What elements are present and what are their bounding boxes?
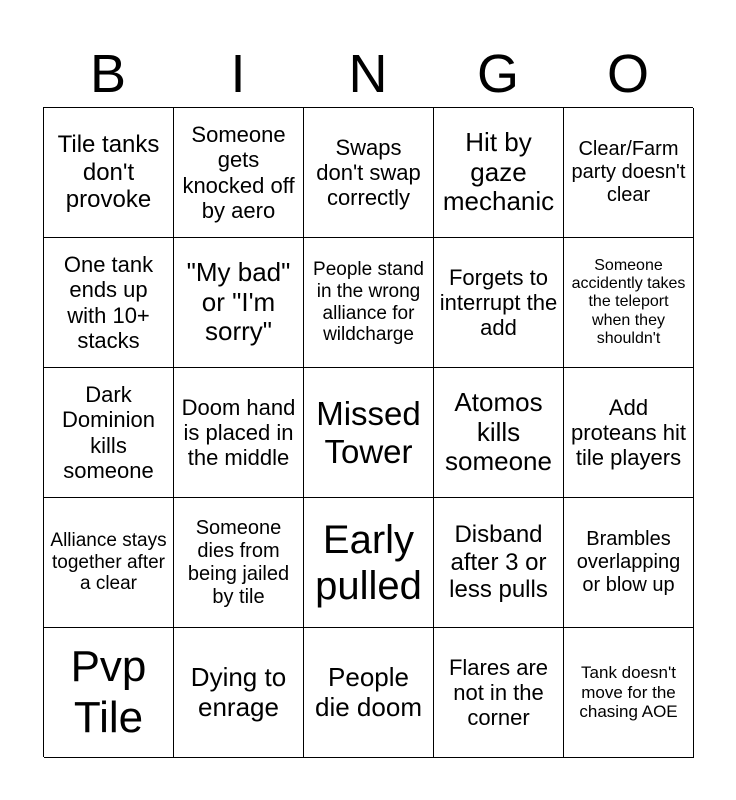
bingo-cell[interactable]: [564, 238, 694, 368]
bingo-cell[interactable]: [304, 628, 434, 758]
cell-text: Tile tanks don't provoke: [57, 131, 160, 214]
cell-text: "My bad" or "I'm sorry": [186, 256, 291, 347]
bingo-cell[interactable]: [44, 368, 174, 498]
bingo-cell[interactable]: [434, 628, 564, 758]
bingo-cell[interactable]: [434, 368, 564, 498]
cell-text: Disband after 3 or less pulls: [449, 521, 548, 604]
bingo-cell[interactable]: [174, 498, 304, 628]
cell-text: Add proteans hit tile players: [571, 394, 686, 471]
bingo-cell[interactable]: [174, 108, 304, 238]
bingo-cell[interactable]: [434, 498, 564, 628]
cell-text: One tank ends up with 10+ stacks: [63, 251, 154, 353]
bingo-cell[interactable]: [174, 238, 304, 368]
bingo-header: [43, 40, 693, 108]
bingo-cell[interactable]: [564, 368, 694, 498]
cell-text: Dark Dominion kills someone: [62, 381, 155, 483]
cell-text: Forgets to interrupt the add: [439, 264, 558, 341]
bingo-cell[interactable]: [434, 238, 564, 368]
cell-text: People die doom: [315, 661, 422, 722]
cell-text: Atomos kills someone: [445, 386, 552, 477]
bingo-cell[interactable]: [304, 368, 434, 498]
bingo-cell[interactable]: [564, 628, 694, 758]
bingo-cell[interactable]: [564, 108, 694, 238]
header-letter-n: N: [348, 44, 388, 104]
cell-text: Clear/Farm party doesn't clear: [571, 138, 686, 206]
bingo-cell[interactable]: [304, 108, 434, 238]
cell-text: People stand in the wrong alliance for wildcharge: [313, 258, 424, 346]
bingo-cell[interactable]: [304, 238, 434, 368]
header-letter-i: I: [230, 44, 246, 104]
cell-text: Swaps don't swap correctly: [316, 134, 421, 211]
header-letter-b: B: [89, 44, 127, 104]
cell-text: Pvp Tile: [70, 641, 147, 742]
header-letter-g: G: [476, 44, 519, 104]
cell-text: Someone accidently takes the teleport when they shouldn't: [571, 256, 686, 348]
cell-text: Early pulled: [315, 517, 422, 608]
cell-text: Doom hand is placed in the middle: [181, 394, 296, 471]
cell-text: Brambles overlapping or blow up: [576, 528, 681, 596]
header-letter-o: O: [606, 44, 649, 104]
cell-text: Missed Tower: [316, 394, 421, 470]
bingo-cell[interactable]: [564, 498, 694, 628]
cell-text: Tank doesn't move for the chasing AOE: [579, 663, 678, 722]
bingo-cell[interactable]: [174, 368, 304, 498]
bingo-cell[interactable]: [44, 628, 174, 758]
bingo-cell[interactable]: [434, 108, 564, 238]
bingo-cell[interactable]: [174, 628, 304, 758]
cell-text: Hit by gaze mechanic: [442, 126, 555, 217]
bingo-cell[interactable]: [44, 238, 174, 368]
cell-text: Someone gets knocked off by aero: [182, 121, 295, 223]
cell-text: Alliance stays together after a clear: [50, 529, 167, 595]
bingo-cell[interactable]: [44, 498, 174, 628]
bingo-cell[interactable]: [304, 498, 434, 628]
cell-text: Dying to enrage: [190, 661, 287, 722]
bingo-board: [43, 107, 693, 757]
cell-text: Flares are not in the corner: [448, 654, 549, 731]
cell-text: Someone dies from being jailed by tile: [187, 516, 290, 608]
bingo-cell[interactable]: [44, 108, 174, 238]
